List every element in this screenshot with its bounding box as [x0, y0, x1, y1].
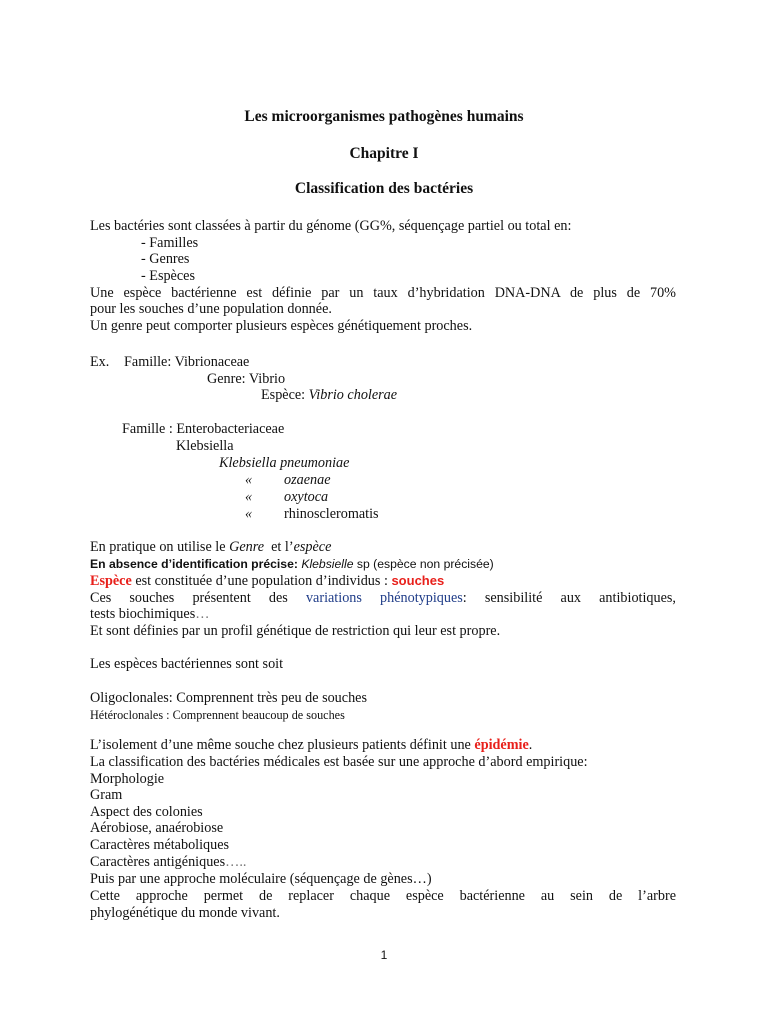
absence-line: [90, 556, 494, 572]
example1-espece: [261, 387, 397, 403]
ditto-mark: «: [245, 506, 253, 522]
epidemie-dot: .: [528, 737, 533, 753]
ditto-mark: «: [245, 472, 253, 488]
example1-famille: Famille: Vibrionaceae: [124, 354, 250, 370]
list-item-genres: - Genres: [141, 251, 190, 267]
variations-term: variations phénotypiques: [305, 590, 463, 606]
example2-famille: Famille : Enterobacteriaceae: [122, 421, 285, 437]
example-prefix: Ex.: [90, 354, 110, 370]
practice-text: En pratique on utilise le: [90, 539, 226, 555]
ellipsis: …..: [225, 854, 247, 870]
epidemie-line: [90, 737, 532, 753]
espece-text: est constituée d’une population d’individus :: [135, 573, 388, 589]
variations-text: Ces souches présentent des: [90, 590, 288, 606]
criterion-item: Morphologie: [90, 771, 165, 787]
espece-term: Espèce: [90, 573, 132, 589]
variations-text: tests biochimiques: [90, 606, 196, 622]
intro-line: Les bactéries sont classées à partir du génome (GG%, séquençage partiel ou total en:: [90, 218, 572, 234]
species-definition-line1: Une espèce bactérienne est définie par un taux d’hybridation DNA-DNA de plus de 70%: [90, 285, 676, 301]
ditto-mark: «: [245, 489, 253, 505]
absence-name: Klebsielle: [301, 557, 354, 571]
practice-line: [90, 539, 331, 555]
practice-text: et l’: [271, 539, 294, 555]
types-intro: Les espèces bactériennes sont soit: [90, 656, 284, 672]
espece-definition: [90, 573, 444, 589]
example1-genre: Genre: Vibrio: [207, 371, 286, 387]
criterion-item: Gram: [90, 787, 123, 803]
species-definition-line2: pour les souches d’une population donnée.: [90, 301, 332, 317]
restriction-line: Et sont définies par un profil génétique de restriction qui leur est propre.: [90, 623, 501, 639]
espece-name: Vibrio cholerae: [308, 387, 398, 403]
list-item-familles: - Familles: [141, 235, 199, 251]
antigen-text: Caractères antigéniques: [90, 854, 226, 870]
classification-intro: La classification des bactéries médicales est basée sur une approche d’abord empirique:: [90, 754, 588, 770]
souches-term: souches: [391, 573, 445, 588]
criterion-item: Caractères métaboliques: [90, 837, 230, 853]
molecular-line: Puis par une approche moléculaire (séquençage de gènes…): [90, 871, 432, 887]
criterion-item: Aspect des colonies: [90, 804, 203, 820]
list-item-especes: - Espèces: [141, 268, 195, 284]
section-heading: Classification des bactéries: [294, 180, 474, 197]
variations-line2: [90, 606, 209, 622]
subspecies-rhinoscleromatis: rhinoscleromatis: [284, 506, 379, 522]
practice-espece: espèce: [293, 539, 332, 555]
ellipsis: …: [195, 606, 210, 622]
genus-definition: Un genre peut comporter plusieurs espèces génétiquement proches.: [90, 318, 473, 334]
heteroclonal-line: Hétéroclonales : Comprennent beaucoup de souches: [90, 708, 345, 722]
chapter-heading: Chapitre I: [349, 145, 419, 162]
criterion-item: Aérobiose, anaérobiose: [90, 820, 224, 836]
absence-text: sp (espèce non précisée): [356, 557, 494, 571]
variations-text: : sensibilité aux antibiotiques,: [462, 590, 676, 606]
epidemie-term: épidémie: [474, 737, 529, 753]
practice-genre: Genre: [229, 539, 265, 555]
page-number: 1: [380, 948, 388, 962]
example2-species: Klebsiella pneumoniae: [219, 455, 350, 471]
variations-line1: [90, 590, 676, 606]
oligoclonal-line: Oligoclonales: Comprennent très peu de souches: [90, 690, 367, 706]
criterion-item: [90, 854, 246, 870]
example2-genre: Klebsiella: [176, 438, 234, 454]
absence-label: En absence d’identification précise:: [90, 557, 298, 571]
arbre-line2: phylogénétique du monde vivant.: [90, 905, 280, 921]
document-title: Les microorganismes pathogènes humains: [244, 108, 524, 125]
arbre-line1: Cette approche permet de replacer chaque espèce bactérienne au sein de l’arbre: [90, 888, 676, 904]
subspecies-ozaenae: ozaenae: [284, 472, 331, 488]
espece-label: Espèce:: [261, 387, 306, 403]
epidemie-text: L’isolement d’une même souche chez plusieurs patients définit une: [90, 737, 471, 753]
subspecies-oxytoca: oxytoca: [284, 489, 329, 505]
